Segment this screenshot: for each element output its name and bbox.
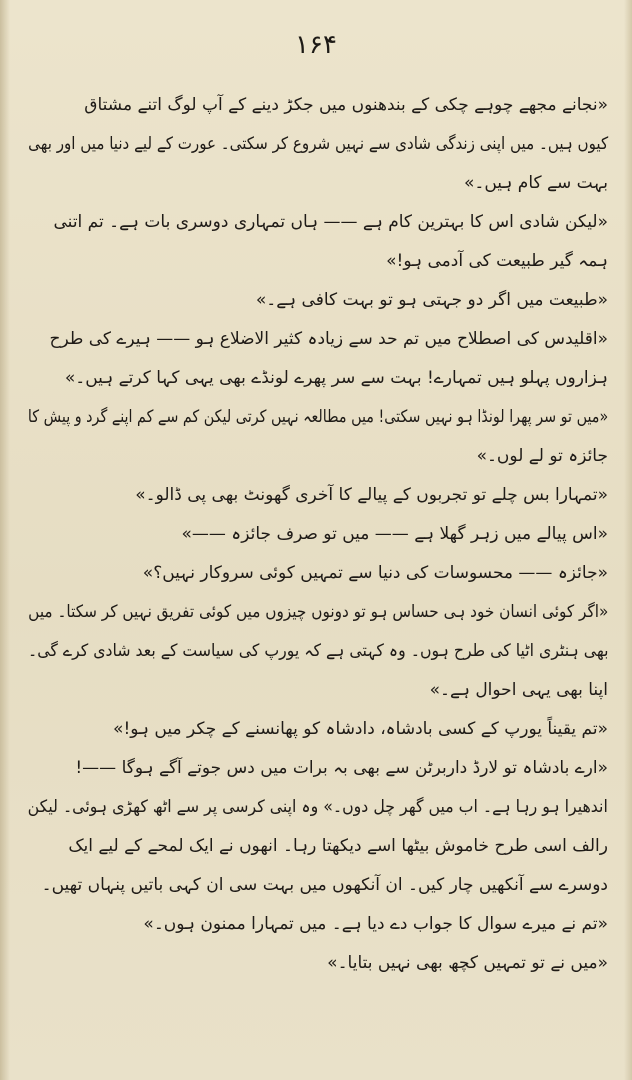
text-line: «لیکن شادی اس کا بہترین کام ہے —— ہاں تمہاری دوسری بات ہے۔ تم اتنی <box>53 212 608 232</box>
text-line: ہزاروں پہلو ہیں تمہارے! بہت سے سر پھرے لونڈے بھی یہی کہا کرتے ہیں۔» <box>64 368 608 388</box>
text-line: «جائزہ —— محسوسات کی دنیا سے تمہیں کوئی سروکار نہیں؟» <box>142 563 608 583</box>
text-line: «میں نے تو تمہیں کچھ بھی نہیں بتایا۔» <box>327 953 608 973</box>
text-line: «تم یقیناً یورپ کے کسی بادشاہ، دادشاہ کو پھانسنے کے چکر میں ہو!» <box>113 719 608 739</box>
text-line: «طبیعت میں اگر دو جہتی ہو تو بہت کافی ہے۔» <box>255 290 608 310</box>
text-line: «ارے بادشاہ تو لارڈ داربرٹن سے بھی بہ برات میں دس جوتے آگے ہوگا ——! <box>75 758 608 778</box>
text-line: دوسرے سے آنکھیں چار کیں۔ ان آنکھوں میں بہت سی ان کہی باتیں پنہاں تھیں۔ <box>41 875 608 895</box>
text-line: «اس پیالے میں زہر گھلا ہے —— میں تو صرف جائزہ ——» <box>181 524 608 544</box>
text-line: «نجانے مجھے چوہے چکی کے بندھنوں میں جکڑ دینے کے آپ لوگ اتنے مشتاق <box>84 95 608 115</box>
text-line: بہت سے کام ہیں۔» <box>464 173 608 193</box>
text-line: بھی ہنٹری اٹیا کی طرح ہوں۔ وہ کہتی ہے کہ یورپ کی سیاست کے بعد شادی کرے گی۔ <box>27 641 608 661</box>
text-line: رالف اسی طرح خاموش بیٹھا اسے دیکھتا رہا۔ انھوں نے ایک لمحے کے لیے ایک <box>68 836 608 856</box>
text-line: «تم نے میرے سوال کا جواب دے دیا ہے۔ میں تمہارا ممنون ہوں۔» <box>143 914 608 934</box>
text-line: ہمہ گیر طبیعت کی آدمی ہو!» <box>386 251 608 271</box>
text-line: «اقلیدس کی اصطلاح میں تم حد سے زیادہ کثیر الاضلاع ہو —— ہیرے کی طرح <box>49 329 608 349</box>
text-line: جائزہ تو لے لوں۔» <box>476 446 608 466</box>
page-number: ۱۶۴ <box>295 30 337 60</box>
text-line: اپنا بھی یہی احوال ہے۔» <box>429 680 608 700</box>
text-line: کیوں ہیں۔ میں اپنی زندگی شادی سے نہیں شروع کر سکتی۔ عورت کے لیے دنیا میں اور بھی <box>27 134 608 154</box>
text-line: اندھیرا ہو رہا ہے۔ اب میں گھر چل دوں۔» وہ اپنی کرسی پر سے اٹھ کھڑی ہوئی۔ لیکن <box>27 797 608 817</box>
text-line: «اگر کوئی انسان خود ہی حساس ہو تو دونوں چیزوں میں کوئی تفریق نہیں کر سکتا۔ میں <box>27 602 608 622</box>
page-edge-shadow-left <box>0 0 10 1080</box>
text-line: «میں تو سر پھرا لونڈا ہو نہیں سکتی! میں مطالعہ نہیں کرتی لیکن کم سے کم اپنے گرد و پیش کا <box>27 407 608 427</box>
page-edge-shadow-right <box>624 0 632 1080</box>
text-line: «تمہارا بس چلے تو تجربوں کے پیالے کا آخری گھونٹ بھی پی ڈالو۔» <box>135 485 608 505</box>
